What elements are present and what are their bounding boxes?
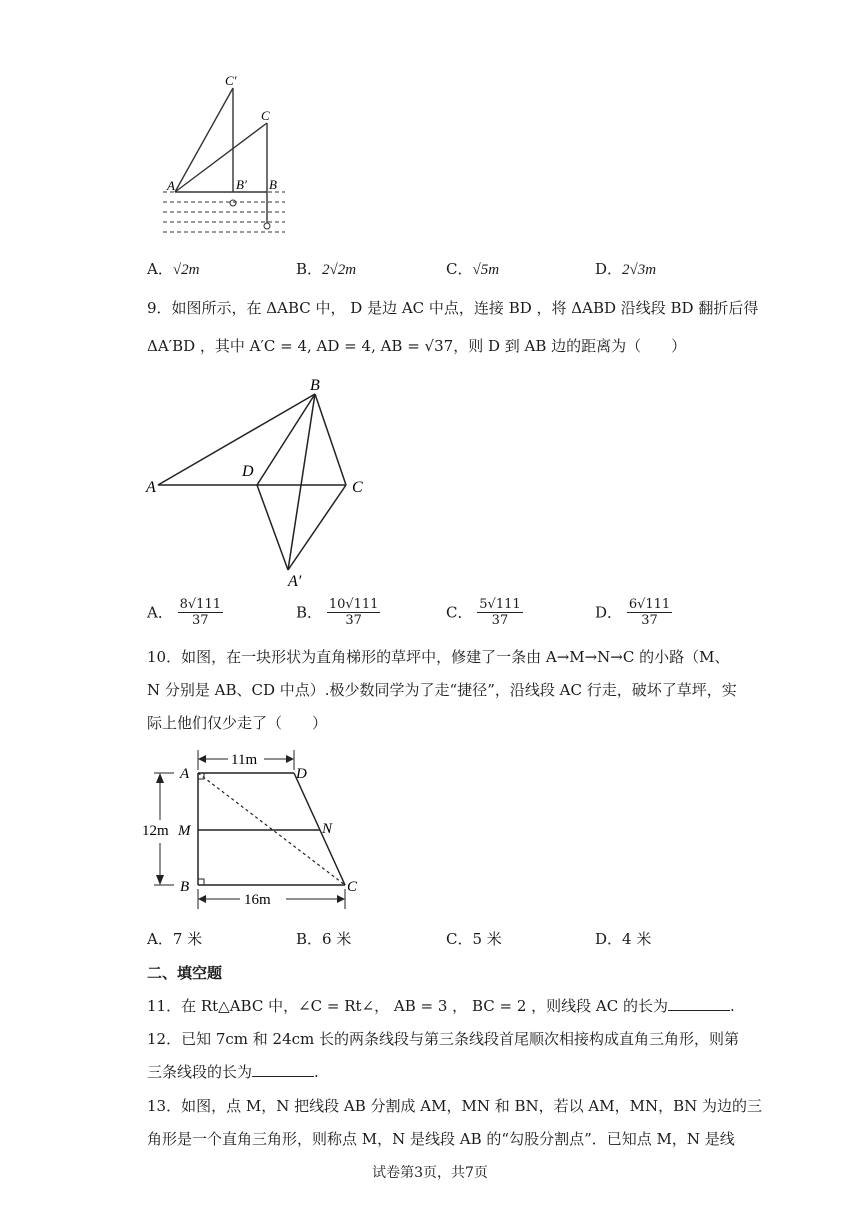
q13-text-line1: 13．如图，点 M，N 把线段 AB 分割成 AM，MN 和 BN，若以 AM，MN，BN 为边的三 — [147, 1097, 762, 1115]
label-top-length: 11m — [231, 752, 258, 768]
q10-option-d: D．4 米 — [595, 930, 652, 948]
q12-text-line1: 12．已知 7cm 和 24cm 长的两条线段与第三条线段首尾顺次相接构成直角三角形，则第 — [147, 1030, 740, 1048]
q8-option-c: C．√5m — [446, 260, 500, 278]
label-C-prime: C′ — [225, 73, 237, 88]
q8-option-b: B．2√2m — [296, 260, 357, 278]
figure-q9 — [140, 372, 380, 592]
q10-text-line2: N 分别是 AB、CD 中点）.极少数同学为了走“捷径”，沿线段 AC 行走，破坏了草坪，实 — [147, 681, 737, 699]
q10-option-b: B．6 米 — [296, 930, 352, 948]
label-A: A — [146, 479, 156, 496]
q10-text-line1: 10．如图，在一块形状为直角梯形的草坪中，修建了一条由 A→M→N→C 的小路（M、 — [147, 648, 730, 666]
figure-q10 — [140, 745, 380, 915]
label-D: D — [296, 766, 307, 782]
label-M: M — [178, 823, 191, 839]
q9-option-a: A． $\frac{8√111}{37}$ — [147, 597, 221, 628]
label-B: B — [180, 879, 190, 895]
label-C: C — [347, 879, 358, 895]
q12-text-line2: 三条线段的长为 . — [147, 1063, 319, 1081]
q9-text-line2: ΔA′BD ，其中 A′C = 4, AD = 4, AB = √37，则 D 到 AB 边的距离为（ ） — [147, 337, 687, 355]
label-C: C — [261, 108, 270, 123]
q11-text: 11．在 Rt△ABC 中，∠C = Rt∠， AB = 3 ， BC = 2 ，则线段 AC 的长为 . — [147, 997, 735, 1015]
q13-text-line2: 角形是一个直角三角形，则称点 M，N 是线段 AB 的“勾股分割点”．已知点 M，N 是线 — [147, 1130, 735, 1148]
q9-option-b: B． $\frac{10√111}{37}$ — [296, 597, 379, 628]
label-C: C — [352, 479, 363, 496]
label-D: D — [242, 463, 254, 480]
q10-option-c: C．5 米 — [446, 930, 502, 948]
q8-option-a: A．√2m — [147, 260, 200, 278]
label-N: N — [322, 821, 333, 837]
label-B-prime: B′ — [236, 177, 247, 192]
q9-option-c: C． $\frac{5√111}{37}$ — [446, 597, 521, 628]
label-bottom-length: 16m — [244, 892, 271, 908]
label-A: A — [167, 178, 175, 193]
q9-option-d: D． $\frac{6√111}{37}$ — [595, 597, 671, 628]
q8-option-d: D．2√3m — [595, 260, 657, 278]
label-B: B — [310, 377, 320, 394]
page-footer: 试卷第3页，共7页 — [372, 1165, 488, 1181]
label-height: 12m — [142, 823, 169, 839]
section-title: 二、填空题 — [147, 964, 223, 982]
q10-text-line3: 际上他们仅少走了（ ） — [147, 714, 328, 732]
q12-answer-blank[interactable] — [252, 1062, 314, 1077]
label-B: B — [269, 177, 277, 192]
label-A-prime: A′ — [288, 573, 302, 590]
q9-text-line1: 9．如图所示，在 ΔABC 中， D 是边 AC 中点，连接 BD ，将 ΔABD 沿线段 BD 翻折后得 — [147, 299, 759, 317]
q11-answer-blank[interactable] — [668, 996, 730, 1011]
q10-option-a: A．7 米 — [147, 930, 203, 948]
label-A: A — [180, 766, 190, 782]
figure-q8 — [155, 65, 295, 240]
